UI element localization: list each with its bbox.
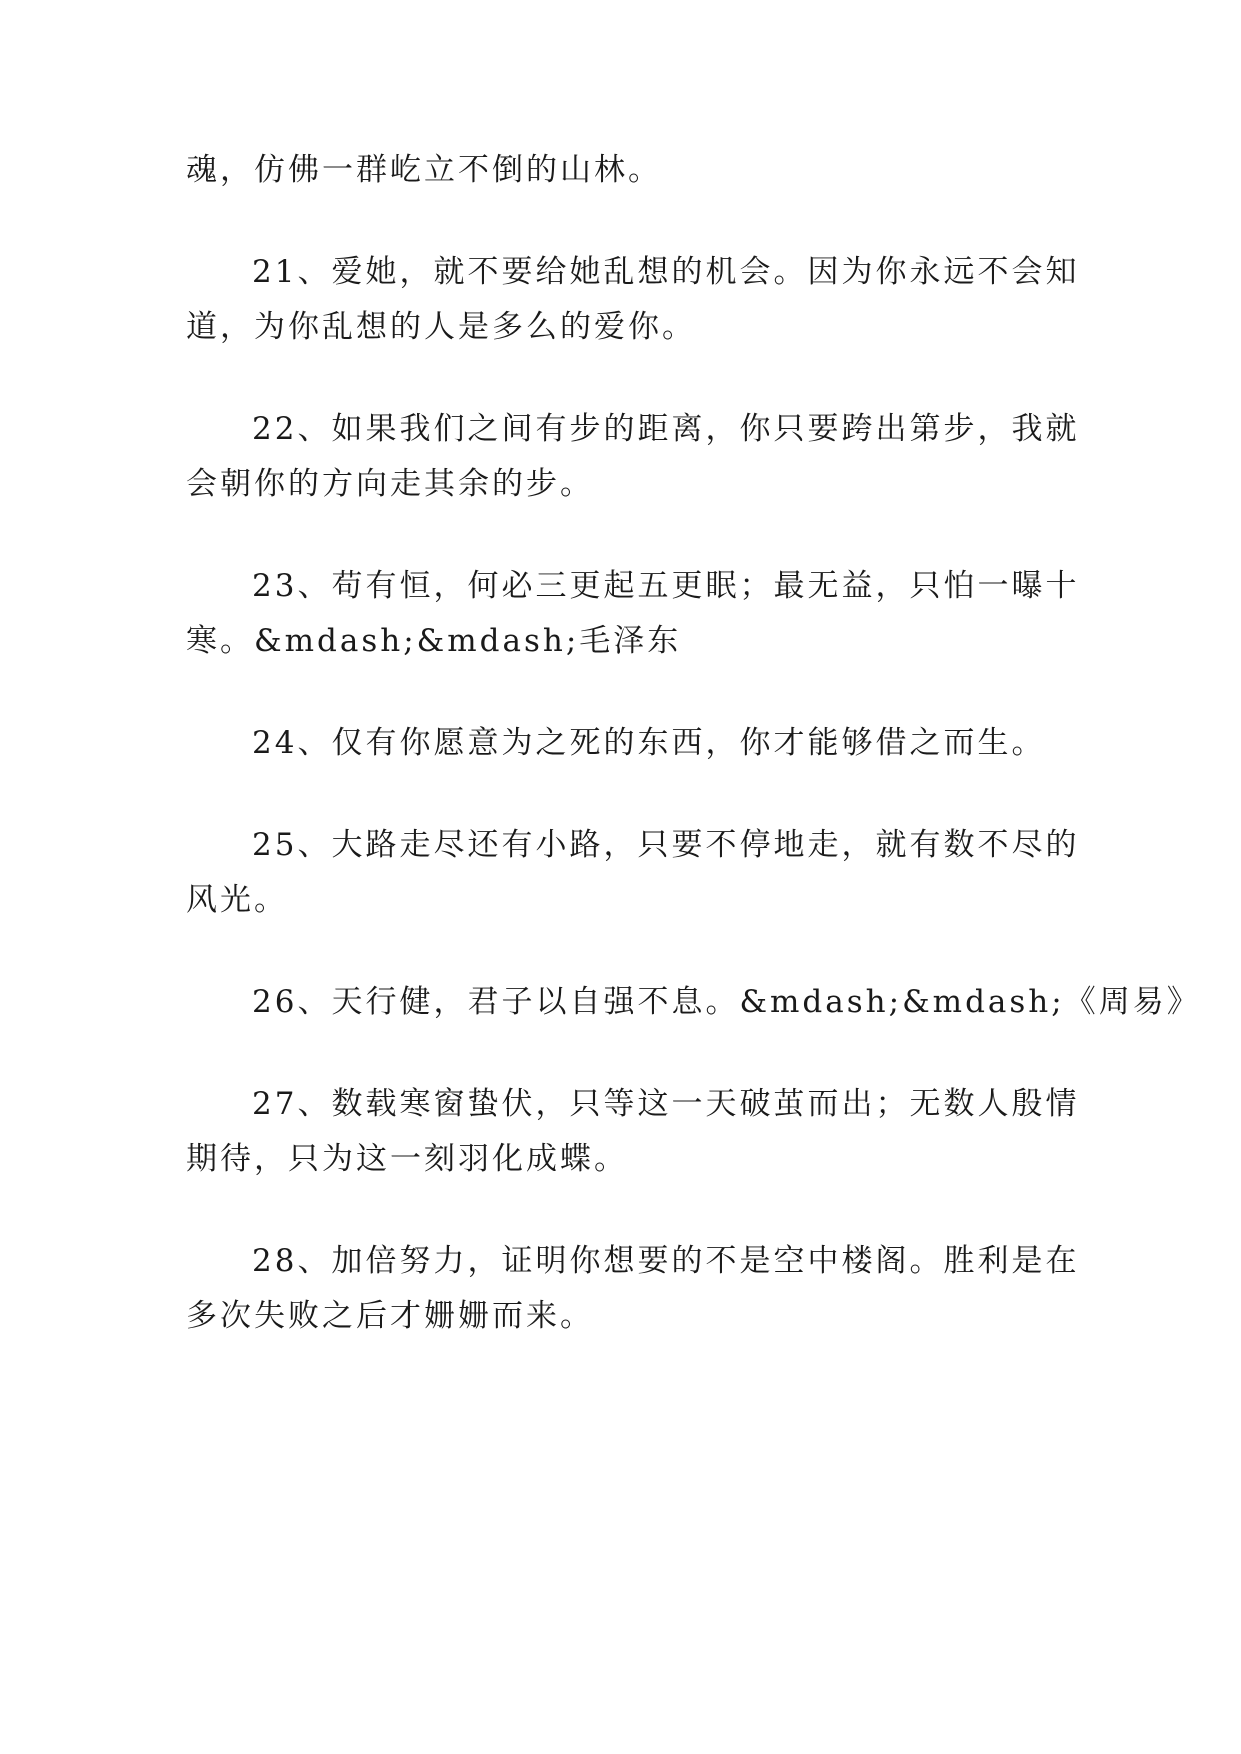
text-line: 寒。&mdash;&mdash;毛泽东 — [186, 623, 682, 659]
text-line: 26、天行健，君子以自强不息。&mdash;&mdash;《周易》 — [252, 984, 1201, 1020]
text-line: 23、苟有恒，何必三更起五更眠；最无益，只怕一曝十 — [252, 568, 1080, 604]
text-line: 期待，只为这一刻羽化成蝶。 — [186, 1141, 628, 1177]
text-line: 多次失败之后才姗姗而来。 — [186, 1298, 594, 1334]
text-line: 24、仅有你愿意为之死的东西，你才能够借之而生。 — [252, 725, 1046, 761]
text-line: 27、数载寒窗蛰伏，只等这一天破茧而出；无数人殷情 — [252, 1086, 1080, 1122]
text-line: 道，为你乱想的人是多么的爱你。 — [186, 309, 696, 345]
text-line: 风光。 — [186, 882, 288, 918]
text-line: 魂，仿佛一群屹立不倒的山林。 — [186, 152, 662, 188]
text-line: 28、加倍努力，证明你想要的不是空中楼阁。胜利是在 — [252, 1243, 1080, 1279]
text-line: 会朝你的方向走其余的步。 — [186, 466, 594, 502]
text-line: 25、大路走尽还有小路，只要不停地走，就有数不尽的 — [252, 827, 1080, 863]
text-line: 22、如果我们之间有步的距离，你只要跨出第步，我就 — [252, 411, 1080, 447]
text-line: 21、爱她，就不要给她乱想的机会。因为你永远不会知 — [252, 254, 1080, 290]
